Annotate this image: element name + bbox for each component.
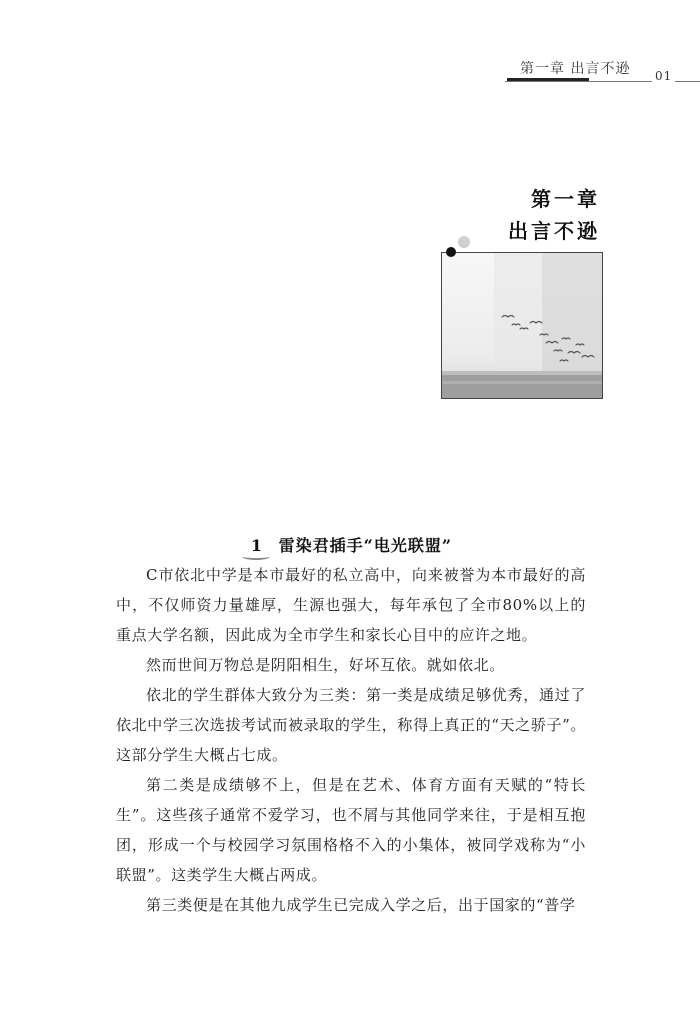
paragraph: 第二类是成绩够不上，但是在艺术、体育方面有天赋的“特长生”。这些孩子通常不爱学习，也不屑与其他同学来往，于是相互抱团，形成一个与校园学习氛围格格不入的小集体，被同学戏称为“小联盟”。这类学生大概占两成。: [116, 776, 586, 884]
running-header-title: 第一章 出言不逊: [520, 61, 631, 77]
paragraph: C市依北中学是本市最好的私立高中，向来被誉为本市最好的高中，不仅师资力量雄厚，生源也强大，每年承包了全市80%以上的重点大学名额，因此成为全市学生和家长心目中的应许之地。: [116, 566, 586, 644]
decorative-grey-dot: [458, 236, 470, 248]
seagulls-illustration: [442, 253, 602, 398]
paragraph: 然而世间万物总是阴阳相生，好坏互依。就如依北。: [146, 656, 505, 674]
chapter-title: 出言不逊: [508, 219, 600, 243]
section-heading: [0, 533, 700, 556]
section-title: 雷染君插手“电光联盟”: [278, 536, 453, 555]
section-number: 1: [248, 536, 266, 555]
running-header-accent-rule: [507, 78, 589, 81]
chapter-photo: [441, 252, 603, 399]
page-number: 01: [652, 69, 675, 83]
body-text: [116, 560, 586, 920]
decorative-black-dot: [446, 247, 456, 257]
paragraph: 依北的学生群体大致分为三类：第一类是成绩足够优秀，通过了依北中学三次选拔考试而被录取的学生，称得上真正的“天之骄子”。这部分学生大概占七成。: [116, 686, 586, 764]
paragraph: 第三类便是在其他九成学生已完成入学之后，出于国家的“普学: [146, 896, 576, 914]
chapter-label: 第一章: [531, 187, 600, 211]
